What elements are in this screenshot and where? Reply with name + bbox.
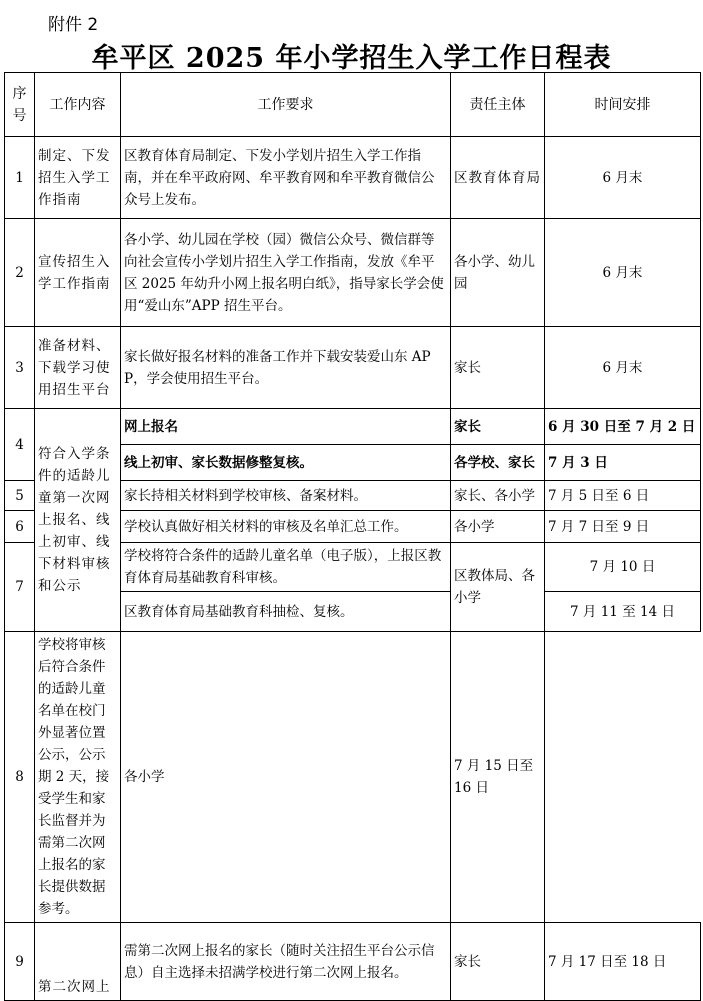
row-time: 7 月 10 日 xyxy=(545,543,701,592)
merged-content-cell: 符合入学条件的适龄儿童第一次网上报名、线上初审、线下材料审核和公示 xyxy=(35,409,121,632)
row-no: 2 xyxy=(5,219,35,327)
header-owner: 责任主体 xyxy=(451,73,545,137)
row-requirement: 各小学、幼儿园在学校（园）微信公众号、微信群等向社会宣传小学划片招生入学工作指南，发放《牟平区 2025 年幼升小网上报名明白纸》，指导家长学会使用“爱山东”APP 招生平台。 xyxy=(121,219,451,327)
row-time: 7 月 7 日至 9 日 xyxy=(545,511,701,543)
row-requirement: 学校将符合条件的适龄儿童名单（电子版），上报区教育体育局基础教育科审核。 xyxy=(121,543,451,592)
row-requirement: 需第二次网上报名的家长（随时关注招生平台公示信息）自主选择未招满学校进行第二次网上报名。 xyxy=(121,923,451,1001)
header-content: 工作内容 xyxy=(35,73,121,137)
row-owner: 家长 xyxy=(451,409,545,445)
row-requirement: 家长做好报名材料的准备工作并下载安装爱山东 APP，学会使用招生平台。 xyxy=(121,327,451,409)
row-time: 6 月末 xyxy=(545,327,701,409)
document-title: 牟平区 2025 年小学招生入学工作日程表 xyxy=(91,43,612,74)
row-no: 8 xyxy=(5,632,35,923)
row-owner: 家长 xyxy=(451,327,545,409)
row-time: 7 月 5 日至 6 日 xyxy=(545,481,701,511)
row-owner: 区教体局、各小学 xyxy=(451,543,545,632)
row-no: 6 xyxy=(5,511,35,543)
header-row xyxy=(5,73,701,137)
row-content: 制定、下发招生入学工作指南 xyxy=(35,137,121,219)
row-owner: 家长、各小学 xyxy=(451,481,545,511)
row-owner: 各小学 xyxy=(451,511,545,543)
header-no: 序号 xyxy=(5,73,35,137)
row-owner: 各学校、家长 xyxy=(451,445,545,481)
row-owner: 家长 xyxy=(451,923,545,1001)
row-content: 准备材料、下载学习使用招生平台 xyxy=(35,327,121,409)
row-no: 4 xyxy=(5,409,35,481)
row-owner: 各小学 xyxy=(121,632,451,923)
row-requirement: 网上报名 xyxy=(121,409,451,445)
schedule-table xyxy=(4,72,701,1001)
row-requirement: 线上初审、家长数据修整复核。 xyxy=(121,445,451,481)
table-row xyxy=(5,923,701,1001)
row-time: 6 月末 xyxy=(545,219,701,327)
row-requirement: 学校认真做好相关材料的审核及名单汇总工作。 xyxy=(121,511,451,543)
row-time: 7 月 3 日 xyxy=(545,445,701,481)
header-requirement: 工作要求 xyxy=(121,73,451,137)
row-owner: 区教育体育局 xyxy=(451,137,545,219)
row-no: 1 xyxy=(5,137,35,219)
attachment-label: 附件 2 xyxy=(48,15,99,35)
row-time: 6 月 30 日至 7 月 2 日 xyxy=(545,409,701,445)
row-no: 5 xyxy=(5,481,35,511)
table-row xyxy=(5,219,701,327)
row-time: 7 月 17 日至 18 日 xyxy=(545,923,701,1001)
row-time: 7 月 15 日至 16 日 xyxy=(451,632,545,923)
row-no: 3 xyxy=(5,327,35,409)
row-requirement: 区教育体育局制定、下发小学划片招生入学工作指南，并在牟平政府网、牟平教育网和牟平教育微信公众号上发布。 xyxy=(121,137,451,219)
row-no: 7 xyxy=(5,543,35,632)
table-row xyxy=(5,409,701,445)
row-requirement: 学校将审核后符合条件的适龄儿童名单在校门外显著位置公示，公示期 2 天，接受学生和家长监督并为需第二次网上报名的家长提供数据参考。 xyxy=(35,632,121,923)
row-requirement: 区教育体育局基础教育科抽检、复核。 xyxy=(121,592,451,632)
header-time: 时间安排 xyxy=(545,73,701,137)
row-time: 7 月 11 至 14 日 xyxy=(545,592,701,632)
row-owner: 各小学、幼儿园 xyxy=(451,219,545,327)
row-time: 6 月末 xyxy=(545,137,701,219)
row-no: 9 xyxy=(5,923,35,1001)
table-row xyxy=(5,327,701,409)
table-row xyxy=(5,137,701,219)
row-requirement: 家长持相关材料到学校审核、备案材料。 xyxy=(121,481,451,511)
table-row xyxy=(5,632,701,923)
row-content: 宣传招生入学工作指南 xyxy=(35,219,121,327)
row-content: 第二次网上 xyxy=(35,923,121,1001)
